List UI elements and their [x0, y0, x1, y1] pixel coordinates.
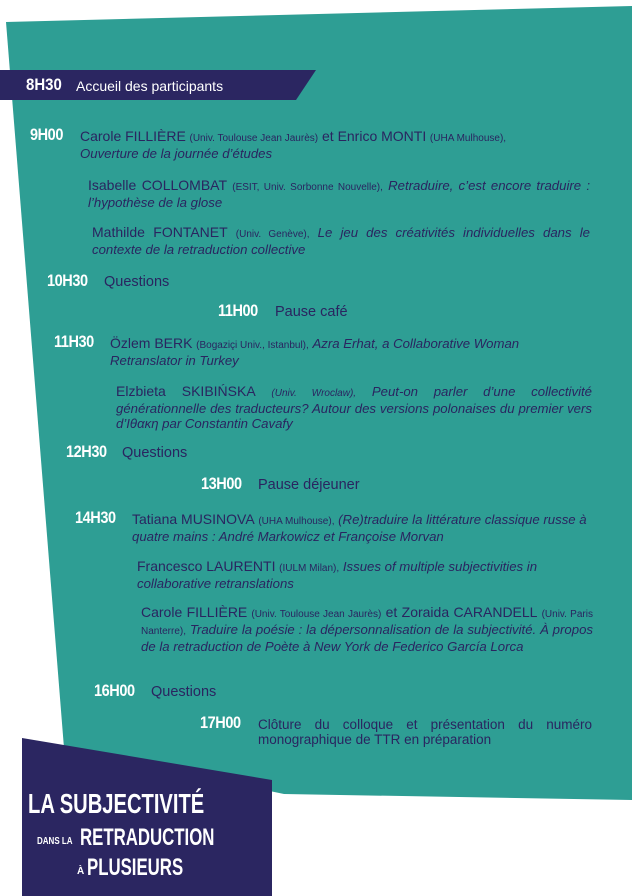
affiliation: (Univ. Toulouse Jean Jaurès) — [189, 133, 319, 144]
affiliation: (Univ. Wroclaw), — [271, 388, 357, 399]
talk-title: Traduire la poésie : la dépersonnalisation de la subjectivité. À propos de la retraduction de Poète à New York de Federico García Lorca — [141, 622, 593, 654]
header-time: 8H30 — [26, 75, 62, 94]
talk-title: Peut-on parler d’une collectivité générationnelle des traducteurs? Autour des versions polonaises du premier vers d’Ιθακη par Constantin Cavafy — [116, 384, 592, 431]
affiliation-2: (UHA Mulhouse), — [429, 133, 507, 144]
affiliation: (IULM Milan), — [279, 563, 340, 574]
label-questions-3: Questions — [151, 684, 217, 700]
entry-skibinska — [116, 384, 592, 431]
speaker: Elzbieta SKIBIŃSKA — [116, 383, 256, 399]
speaker: Özlem BERK — [110, 335, 193, 351]
header-label: Accueil des participants — [76, 78, 224, 94]
time-13h00: 13H00 — [201, 475, 242, 493]
time-16h00: 16H00 — [94, 682, 135, 700]
talk-title: Retraduire, c’est encore traduire : l’hypothèse de la glose — [88, 178, 590, 210]
affiliation: (UHA Mulhouse), — [258, 516, 335, 527]
speaker: Carole FILLIÈRE — [80, 128, 186, 144]
speaker: Francesco LAURENTI — [137, 558, 276, 574]
label-questions-2: Questions — [122, 445, 188, 461]
speaker: Carole FILLIÈRE — [141, 604, 248, 620]
time-12h30: 12H30 — [66, 443, 107, 461]
label-questions: Questions — [104, 274, 170, 290]
speaker-2: Zoraida CARANDELL — [401, 604, 538, 620]
talk-title: Ouverture de la journée d’études — [80, 146, 273, 161]
affiliation: (Bogaziçi Univ., Istanbul), — [196, 340, 309, 351]
entry-collombat — [88, 178, 590, 210]
logo-line-3-big: PLUSIEURS — [87, 854, 184, 881]
logo-line-2-big: RETRADUCTION — [80, 824, 215, 851]
affiliation-2: (Univ. Paris Nanterre), — [141, 609, 593, 637]
affiliation: (Univ. Toulouse Jean Jaurès) — [251, 609, 382, 620]
speaker: Mathilde FONTANET — [92, 224, 228, 240]
speaker-2: Enrico MONTI — [337, 128, 427, 144]
time-10h30: 10H30 — [47, 272, 88, 290]
label-pause-cafe: Pause café — [275, 304, 348, 320]
connector: et — [318, 128, 338, 144]
entry-fontanet — [92, 225, 590, 257]
label-cloture: Clôture du colloque et présentation du numéro monographique de TTR en préparation — [258, 717, 592, 747]
talk-title: (Re)traduire la littérature classique russe à quatre mains : André Markowicz et Françoise Morvan — [132, 512, 587, 544]
label-pause-dejeuner: Pause déjeuner — [258, 477, 360, 493]
logo-line-3-small: À — [77, 866, 85, 877]
entry-fillierre-monti — [80, 129, 595, 161]
time-9h00: 9H00 — [30, 126, 63, 144]
time-11h00: 11H00 — [218, 302, 258, 320]
time-17h00: 17H00 — [200, 714, 241, 732]
speaker: Isabelle COLLOMBAT — [88, 177, 228, 193]
time-11h30: 11H30 — [54, 333, 94, 351]
affiliation: (ESIT, Univ. Sorbonne Nouvelle), — [232, 182, 383, 193]
entry-laurenti — [137, 559, 595, 591]
speaker: Tatiana MUSINOVA — [132, 511, 255, 527]
talk-title: Le jeu des créativités individuelles dans le contexte de la retraduction collective — [92, 225, 590, 257]
entry-fillierre-carandell — [141, 605, 593, 654]
talk-title: Issues of multiple subjectivities in collaborative retranslations — [137, 559, 538, 591]
time-14h30: 14H30 — [75, 509, 116, 527]
logo-line-2-small: DANS LA — [37, 836, 73, 847]
connector: et — [381, 604, 402, 620]
logo-line-1: LA SUBJECTIVITÉ — [28, 788, 205, 819]
entry-berk — [110, 336, 592, 368]
entry-musinova — [132, 512, 594, 544]
affiliation: (Univ. Genève), — [235, 229, 310, 240]
talk-title: Azra Erhat, a Collaborative Woman Retranslator in Turkey — [110, 336, 520, 368]
